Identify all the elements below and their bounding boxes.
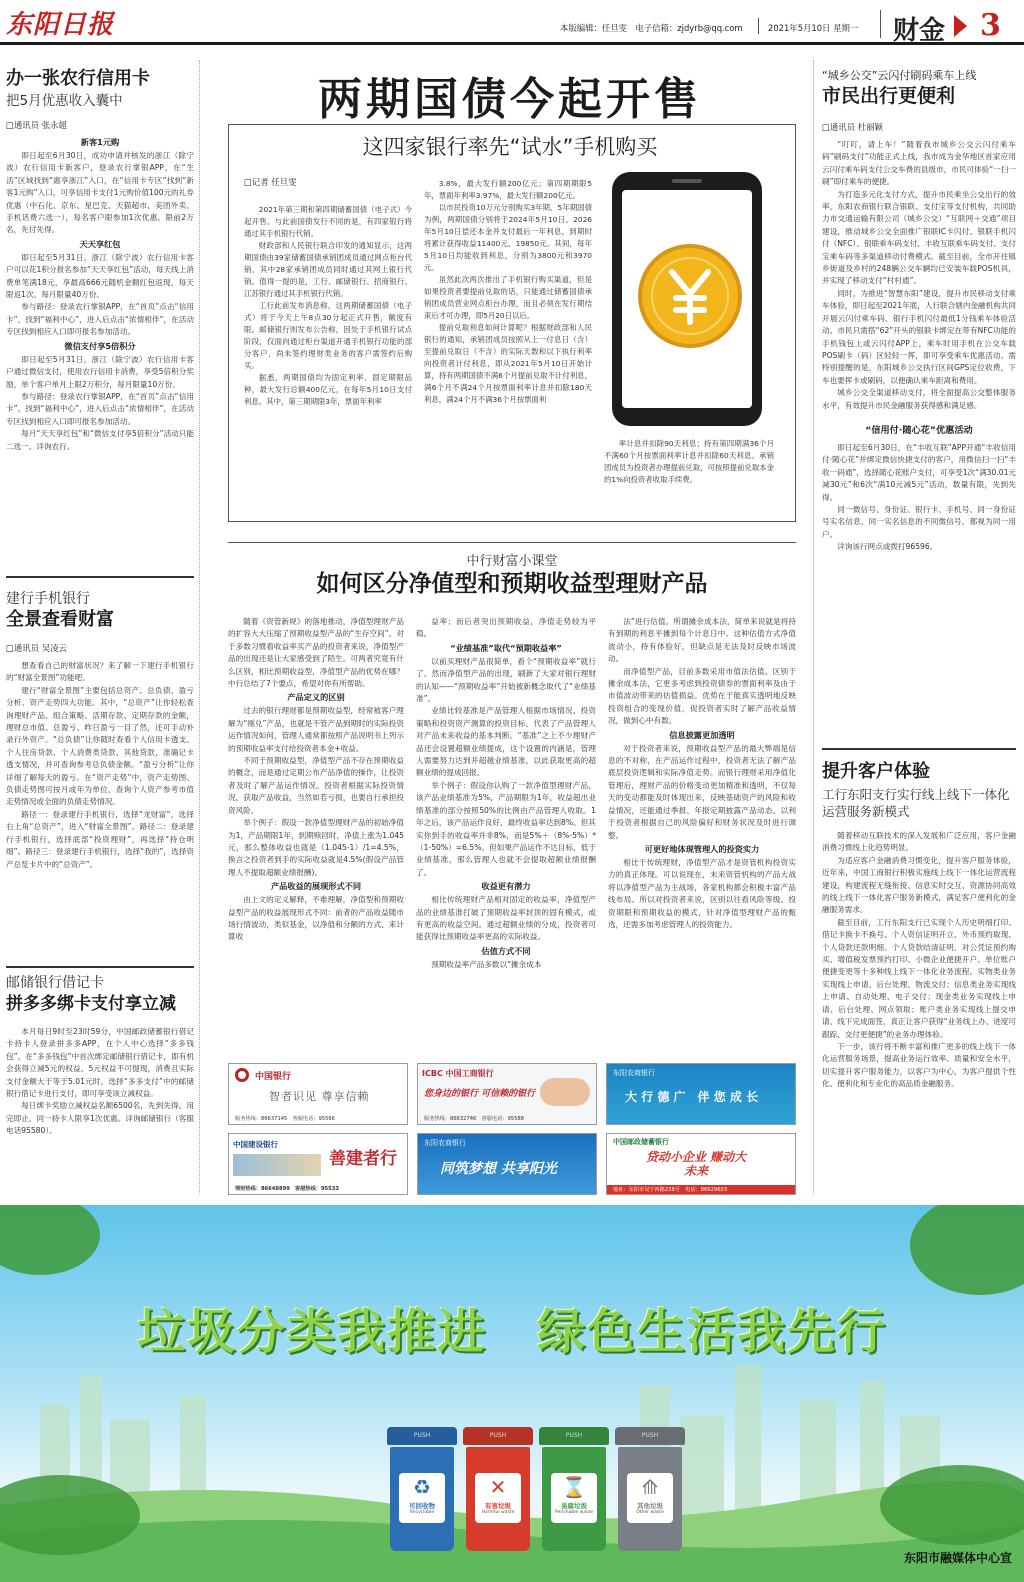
paragraph: 工行此前发布消息称，这两期储蓄国债（电子式）将于今天上午8点30分起正式开售，额度有限。邮储银行则发布公告称，因处于手机银行试点阶段，仅面向通过柜台渠道开通手机银行功能的部分客户，尚未签约理财类业务的客户需签约后购买。: [244, 301, 412, 370]
bin-body: [390, 1447, 454, 1551]
paragraph: 同一微信号、身份证、银行卡、手机号、同一身份证号实名信息，同一实名信息的不同微信号，都视为同一用户。: [822, 504, 1016, 539]
mid-col-2: [416, 616, 596, 971]
article-ccb-mobile-banking: [6, 590, 194, 871]
bin-label-card: [551, 1473, 597, 1523]
bin-lid: PUSH: [387, 1427, 457, 1445]
ad-photo-strip: [233, 1154, 321, 1176]
ad-brand: 中国建设银行: [233, 1140, 278, 1149]
article-icbc-service: [822, 760, 1016, 1091]
banner-credit: 东阳市融媒体中心宣: [903, 1551, 1012, 1565]
ad-ccb[interactable]: [228, 1133, 408, 1195]
ad-slogan: 善建者行: [329, 1149, 397, 1169]
bin-lid: PUSH: [539, 1427, 609, 1445]
ad-icbc[interactable]: [417, 1063, 597, 1125]
paragraph: 参与路径：登录农行掌银APP，在“首页”点击“信用卡”，找到“福利中心”，进入后点击“浓情相伴”，在活动专区找到相应入口即可报名参加活动。: [6, 391, 194, 426]
lead-headline: 两期国债今起开售: [318, 74, 702, 125]
paragraph: 3.8%，最大发行额200亿元；第四期期限5年，票面年利率3.97%，最大发行额200亿元。: [424, 179, 592, 200]
paragraph: 预期收益率产品多数以“摊余成本: [431, 959, 542, 969]
trash-bins-row: [387, 1427, 697, 1557]
paragraph: 本月每日9时至23时59分，中国邮政储蓄银行借记卡持卡人登录拼多多APP，在个人中心选择“多多钱包”，在“多多钱包”中首次绑定邮储银行借记卡，即有机会获得立减5元的权益。5元权益不可提现，消费且实际支付金额大于等于5.01元时，选择“多多支付”中的邮储银行借记卡进行支付，即可享受该立减权益。: [6, 1027, 194, 1099]
ad-brand: 东阳农商银行: [613, 1069, 655, 1077]
byline: □通讯员 杜丽颖: [822, 122, 883, 132]
paragraph: 随着移动互联技术的深入发展和广泛应用，客户金融消费习惯线上化趋势明显。: [822, 831, 1016, 853]
paragraph: 率计息并扣除90天利息；持有第四期满36个月不满60个月按票面利率计息并扣除60天利息。承销团成员为投资者办理提前兑取，可按照提前兑取本金的1%向投资者收取手续费。: [604, 439, 774, 484]
paragraph: 据悉，两期国债均为固定利率、固定期限品种，最大发行总额400亿元，在每年5月10日支付利息。其中，第三期期限3年，票面年利率: [244, 373, 412, 406]
paragraph: 以市民投资10万元分别购买3年期、5年期国债为例，两期国债分别将于2024年5月10日、2026年5月10日偿还本金并支付最后一年利息，到期时将累计获得收益11400元、19850元。其间，每年5月10日均能收到利息，分别为3800元和3970元。: [424, 203, 592, 272]
trash-bin: [387, 1427, 457, 1555]
paragraph: 业绩比较基准是产品管理人根据市场情况、投资策略和投资资产测算的投资目标，代表了产品管理人对产品未来收益的基本判断。“基准”之上不少理财产品还会设置超额业绩提成，这个设置的内涵是，管理人需要努力达到并超越业绩基准，以此获取更高的超额业绩的提成回报。: [416, 706, 596, 778]
mid-col-1: [228, 616, 404, 944]
trash-bin: [463, 1427, 533, 1555]
paragraph: 为打造多元化支付方式，提升市民乘坐公交出行的效率，东阳农商银行联合银联、支付宝等支付机构，共同助力市交通运输有限公司（城乡公交）“互联网＋交通”项目建设，推动城乡公交全面推广银联IC卡闪付、银联手机闪付（NFC）、银联乘车码支付、丰收互联乘车码支付、支付宝乘车码等多渠道移动付费模式。截至目前，全市开往镇乡街道及乡村的248辆公交车辆均已安装车载POS机具，并实现了移动支付“村村通”。: [822, 189, 1016, 286]
bin-lid: PUSH: [463, 1427, 533, 1445]
byline: □通讯员 张永超: [6, 120, 67, 130]
article-title: 办一张农行信用卡: [6, 68, 150, 89]
ad-slogan: 大 行 德 广 伴 您 成 长: [625, 1090, 759, 1104]
banner-slogan: 垃圾分类我推进 绿色生活我先行: [136, 1304, 887, 1360]
ad-brand: ICBC 中国工商银行: [422, 1069, 494, 1078]
subheading: 产品定义的区别: [287, 692, 345, 703]
paragraph: 不同于预期收益型，净值型产品不存在预期收益的概念，而是通过定期公布产品净值的操作，让投资者及时了解产品运作情况。投资者根据实际投资情况，获取产品收益，当然如若亏损，也要自行承担投资风险。: [228, 756, 404, 815]
paragraph: 即日起至6月30日，成功申请并核发的浙江（除宁波）农行信用卡新客户，登录农行掌银APP，在“生活”区域找到“惠享浙江”入口，在“信用卡专区”找到“新客1元购”入口，可享信用卡支付1元购价值100元的礼券优惠（中石化、京东、星巴克、天猫超市、美团外卖、手机话费六选一），每名客户限参加1次优惠。限前2万名，先付先得。: [6, 151, 194, 235]
ad-slogan: 智者识见 尊享信赖: [269, 1090, 370, 1103]
ad-footer: 服务热线：86637145 客服电话：95566: [235, 1116, 335, 1122]
byline: □记者 任旦雯: [244, 177, 297, 187]
subheading: 微信支付享5倍积分: [64, 340, 136, 351]
recycle-category-icon: ⌛: [561, 1475, 587, 1499]
newspaper-logo: 东阳日报: [6, 10, 115, 40]
paragraph: 2021年第三期和第四期储蓄国债（电子式）今起开售。与此前国债发行不同的是，有四家银行将通过其手机银行代销。: [244, 205, 412, 238]
subheading: 产品收益的展现形式不同: [270, 881, 362, 892]
article-title: 全景查看财富: [6, 609, 114, 630]
editor-line: 本版编辑：任旦雯 电子信箱：zjdyrb@qq.com: [560, 23, 743, 33]
issue-date: 2021年5月10日 星期一: [768, 23, 859, 33]
article-bus-payment: [822, 68, 1016, 554]
ad-slogan: 同筑梦想 共享阳光: [440, 1161, 557, 1177]
paragraph: 法”进行估值。所谓摊余成本法，简单来说就是将持有到期的利息平摊到每个计息日中。这种估值方式净值波动小，持有体验好，但缺点是无法及时反映市场波动。: [608, 617, 796, 664]
paragraph: 即日起至6月30日，在“丰收互联”APP开通“丰收信用付·随心花”并绑定微信快捷支付的客户，用微信扫一扫“丰收一码通”，选择随心花账户支付，可享受1次“满30.01元减30元”和6次“满10元减5元”活动，数量有限，先到先得。: [822, 442, 1016, 502]
chevron-right-icon: [954, 15, 967, 37]
ad-nongshang-2[interactable]: [417, 1133, 597, 1195]
subheading: 估值方式不同: [481, 945, 531, 956]
bin-label: 易腐垃圾: [561, 1502, 587, 1510]
subheading: 收益更有潜力: [481, 881, 531, 892]
ad-slogan: 您身边的银行 可信赖的银行: [424, 1089, 536, 1099]
subheading: “业绩基准”取代“预期收益率”: [450, 642, 562, 653]
paragraph: 过去的银行理财都是预期收益型，经常被客户理解为“刚兑”产品，也就是不管产品到期时的实际投资运作情况如何，管理人通常都按照产品说明书上列示的预期收益率支付给投资者本金+收益。: [228, 706, 404, 753]
bin-label: 有害垃圾: [485, 1502, 511, 1510]
recycle-category-icon: ✕: [489, 1475, 507, 1499]
bin-lid: PUSH: [615, 1427, 685, 1445]
phone-icon: [606, 168, 774, 430]
section-name: 财金: [893, 16, 946, 46]
trash-bin: [615, 1427, 685, 1555]
lead-col-1: [244, 204, 412, 408]
paragraph: 即日起至5月31日，浙江（除宁波）农行信用卡客户可以花1积分报名参加“天天享红包”活动，每天线上消费单笔满18元，享最高666元随机金额红包返现，每天限返1次。每月限量40万份。: [6, 252, 194, 300]
subheading: 新客1元购: [80, 137, 120, 147]
paragraph: 对于投资者来说，预期收益型产品的最大弊端是信息的不对称，在产品运作过程中，投资者无法了解产品底层投资逻辑和实际净值走势。而银行理财采用净值化管理后，理财产品的价格变动更加精准和透明，不仅每天的变动都能及时体现出来，反映基础资产的风险和收益情况，还能通过季报、年报定期披露产品动态，以利于投资者根据自己的风险偏好和财务状况及时进行调整。: [608, 743, 796, 840]
article-kicker: 建行手机银行: [6, 591, 90, 607]
paragraph: 而净值型产品，目前多数采用市值法估值。区别于摊余成本法，它更多考虑到投资债券的票面利率及由于市值波动带来的估值损益。优势在于能真实透明地反映投资组合的变现价值，促投资者实时了解产品收益情况，做到心中有数。: [608, 666, 796, 726]
subheading: 信息披露更加透明: [669, 729, 735, 740]
paragraph: 每日绑卡奖励立减权益名额6500名，先到先得。用完即止，同一持卡人限享1次优惠。详询邮储银行（客服电话95580）。: [6, 1101, 194, 1136]
bin-label-en: Harmful waste: [481, 1510, 515, 1515]
bin-label-en: Perishable waste: [555, 1510, 593, 1515]
lead-subheadline: 这四家银行率先“试水”手机购买: [362, 135, 658, 159]
trash-bin: [539, 1427, 609, 1555]
ad-footer: 理财热线：86648899 客服热线：95533: [235, 1186, 339, 1192]
mid-col-3: [608, 616, 796, 931]
boc-logo-icon: [235, 1068, 249, 1082]
ad-brand: 中国银行: [255, 1072, 292, 1082]
bin-body: [618, 1447, 682, 1551]
article-psbc-debit-card: [6, 974, 194, 1138]
paragraph: 为适应客户金融消费习惯变化，提升客户服务体验，近年来，中国工商银行积极实施线上线下一体化运营流程建设，构建流程无缝衔接、信息实时交互、资源协同高效的线上线下一体化客户服务新模式，满足客户便利化的金融服务需求。: [822, 855, 1016, 915]
ad-slogan: 贷动小企业 赚动大未来: [645, 1150, 747, 1178]
lead-col-3: [604, 438, 774, 486]
paragraph: “叮叮，请上车！”随着我市城乡公交云闪付乘车码“刷码支付”功能正式上线，我市成为金华地区首家应用云闪付乘车码支付公交车费的县级市，市民可体验“一扫一刷”即付乘车的便捷。: [822, 140, 1016, 187]
subheading: 天天享红包: [79, 238, 121, 249]
paragraph: 举个例子：假设你认购了一款净值型理财产品，该产品业绩基准为5%，产品期限为1年，收益超出业绩基准的部分按照50%的比例由产品管理人收取。1年之后，该产品运作良好，最终收益率达到8%。但其实你到手的收益率并非8%，而是5%＋（8%-5%）*（1-50%）=6.5%。但如果产品运作不达目标，低于业绩基准，那么管理人也就不会提取超额业绩报酬了。: [416, 780, 596, 877]
bin-label-card: [475, 1473, 521, 1523]
article-subtitle: 工行东阳支行实行线上线下一体化运营服务新模式: [822, 787, 1010, 819]
paragraph: 详询该行网点或拨打96596。: [837, 542, 938, 552]
phone-yuan-illustration: [606, 168, 774, 430]
article-subtitle: 把5月优惠收入囊中: [6, 93, 123, 109]
paragraph: 虽然此次两次推出了手机银行购买渠道，但是如果投资者要提前兑取的话，只能通过储蓄国债承销团成员营业网点柜台办理，而且必须在发行期结束后才可办理，即5月20日以后。: [424, 275, 592, 320]
paragraph: 建行“财富全景图”主要包括总资产、总负债、盈亏分析、资产走势四大功能。其中，“总资产”让你轻松查询理财产品、组合策略、活期存款、定期存款的金额，理财总市值、总盈亏、昨日盈亏一目了然，还可手动补录行外资产。“总负债”让你随时查看个人信用卡透支、个人住房贷款、个人消费类贷款、其他贷款，准确记卡透支情况，并可查询参考总负债金额。“盈亏分析”让你详细了解每天的盈亏。在“资产走势”中，资产走势图、负债走势图可按月或年为单位，查询个人资产参考市值走势情况或全面的负债走势情况。: [6, 685, 194, 807]
bin-label-card: [399, 1473, 445, 1523]
paragraph: 益率；而后者突出预期收益，净值走势较为平稳。: [416, 617, 596, 639]
byline: □通讯员 吴凌云: [6, 643, 67, 653]
recycle-category-icon: ♻: [413, 1475, 431, 1499]
bin-label-en: Other waste: [636, 1510, 664, 1515]
lead-col-2: [424, 178, 592, 406]
hands-icon: [540, 1078, 590, 1106]
ad-brand: 中国邮政储蓄银行: [613, 1138, 669, 1146]
bin-label: 其他垃圾: [637, 1502, 663, 1510]
article-kicker: 中行财富小课堂: [466, 554, 558, 569]
ad-nongshang-1[interactable]: [606, 1063, 796, 1125]
paragraph: 随着《资管新规》的落地推动，净值型理财产品的扩容大大压缩了预期收益型产品的“生存空间”。对于多数习惯看收益率买产品的投资者来说，净值型产品的出现还是让大家感受到了陌生。可两者究竟有什么区别，相比预期收益型，净值型产品的优势在哪？中行总结了7个要点，希望对你有所帮助。: [228, 617, 404, 689]
paragraph: 参与路径：登录农行掌银APP，在“首页”点击“信用卡”，找到“福利中心”，进入后点击“浓情相伴”，在活动专区找到相应入口即可报名参加活动。: [6, 302, 194, 337]
paragraph: 城乡公交全渠道移动支付，将全面提高公交整体服务水平，有效提升市民金融服务获得感和满足感。: [822, 388, 1016, 410]
paragraph: 即日起至5月31日，浙江（除宁波）农行信用卡客户通过微信支付，使用农行信用卡消费，享受5倍积分奖励，单个客户单月上限2万积分，每月限量10万份。: [6, 354, 194, 389]
bin-label-en: Recyclable: [409, 1510, 435, 1515]
ad-brand: 东阳农商银行: [424, 1139, 466, 1147]
paragraph: 以前买理财产品很简单，看个“预期收益率”就行了。然而净值型产品的出现，刷新了大家对银行理财的认知——“预期收益率”开始被新概念取代了“业绩基准”。: [416, 656, 596, 704]
ad-boc[interactable]: [228, 1063, 408, 1125]
paragraph: 举个例子：假设一款净值型理财产品的初始净值为1，产品期限1年，到期赎回时，净值上涨为1.045元，那么整体收益也就是（1.045-1）/1=4.5%，换言之投资者到手的实际收益就是4.5%(假设产品管理人不提取超额业绩报酬)。: [228, 818, 404, 877]
paragraph: 提前兑取利息如何计算呢？根据财政部和人民银行的通知，承销团成员按照从上一付息日（含）至提前兑取日（不含）的实际天数和以下执行利率向投资者计付利息，即从2021年5月10日开始计算，持有两期国债不满6个月提前兑取不计付利息，满6个月不满24个月按票面利率计息并扣除180天利息，满24个月不满36个月按票面利: [424, 323, 592, 404]
ad-footer: 地址：东阳市吴宁西路238号 电话：86629603: [607, 1185, 795, 1194]
subheading: 可更好地体现管理人的投资实力: [644, 843, 760, 854]
ad-psbc[interactable]: [606, 1133, 796, 1195]
paragraph: 财政部和人民银行联合印发的通知显示，这两期国债由39家储蓄国债承销团成员通过网点柜台代销，其中28家承销团成员同时通过其网上银行代销。值得一提的是，工行、邮储银行、招商银行、江苏银行通过其手机银行代销。: [244, 241, 412, 298]
article-kicker: “城乡公交”云闪付刷码乘车上线: [822, 69, 977, 82]
article-headline: 如何区分净值型和预期收益型理财产品: [316, 571, 708, 597]
ad-footer: 服务热线：86632746 客服电话：95588: [424, 1116, 524, 1122]
bin-label: 可回收物: [409, 1502, 435, 1510]
garbage-sorting-banner: [0, 1205, 1024, 1582]
article-abc-credit-card: [6, 68, 194, 453]
paragraph: 下一步，该行将不断丰富和推广更多的线上线下一体化运营服务场景，提高业务运行效率、质量和安全水平，切实提升客户服务能力，以客户为中心，为客户提供个性化、便利化和专业化的高品质金融服务。: [822, 1041, 1016, 1089]
article-title: 市民出行更便利: [822, 85, 956, 107]
paragraph: 想查看自己的财富状况？来了解一下建行手机银行的“财富全景图”功能吧。: [6, 661, 194, 683]
bin-label-card: [627, 1473, 673, 1523]
paragraph: 路径一：登录建行手机银行，选择“龙财富”，选择右上角“总资产”，进入“财富全景图”。路径二：登录建行手机银行，选择底部“投资理财”，再选择“持仓明细”。路径三：登录建行手机银行，选择“我的”，选择资产总览卡片中的“总资产”。: [6, 809, 194, 869]
paragraph: 相比于传统理财，净值型产品才是资管机构投资实力的真正体现。可以说现在，未来资管机构的产品大战将以净值型产品为主战场，各家机构都会积极丰富产品线布局。所以对投资者来说，区别以往看风险等级、投资期限和预期收益的模式，针对净值型理财产品的甄选，还需多加考虑管理人的投资能力。: [608, 857, 796, 929]
page-number-digit: 3: [980, 8, 1001, 43]
paragraph: 同时，为推进“智慧东阳”建设，提升市民移动支付乘车体验，即日起至2021年底，人行联合辖内金融机构共同开展云闪付乘车码、银行手机闪付最低1分钱乘车体验活动。市民只需搭“62”开头的银联卡绑定在带有NFC功能的手机钱包上或云闪付APP上，乘车时用手机在公交车载POS刷卡（码）区轻轻一挥，即可享受乘车优惠活动。需特别提醒的是，东阳城乡公交执行区间GPS定位收费，下车也要挥卡或刷码，以便确认乘车距离和费用。: [822, 288, 1016, 385]
paragraph: 相比传统理财产品相对固定的收益率，净值型产品的业绩基准打破了预期收益率封顶的固有模式，或有更高的收益空间。通过超额业绩的分成，投资者可能获得比预期收益率更高的实际收益。: [416, 895, 596, 942]
paragraph: 每月“天天享红包”和“微信支付享5倍积分”活动只能二选一。详询农行。: [6, 429, 194, 451]
bin-body: [466, 1447, 530, 1551]
recycle-category-icon: ⟰: [641, 1475, 659, 1499]
paragraph: 截至目前，工行东阳支行已实现个人历史明细打印、借记卡换卡不换号、个人资信证明开立、外币预约取现、个人贷款还款明细、个人贷款结清证明、对公凭证预约购买、增值税发票预约打印、小微企业便捷开户、单位账户便捷变更等十多种线上线下一体化业务流程。实物类业务实现线上申请、后台处理、物流交付；信息类业务实现线上申请、自动处理、电子交付；现金类业务实现线上申请、后台处理、网点领取；账户类业务实现线上提交申请、线下完成面签，真正让客户获得“业务线上办、进度可跟踪、交付更便捷”的业务办理体验。: [822, 917, 1016, 1039]
bin-body: [542, 1447, 606, 1551]
subheading: “信用付·随心花”优惠活动: [865, 424, 973, 436]
article-title: 提升客户体验: [822, 761, 930, 782]
article-title: 拼多多绑卡支付享立减: [6, 994, 176, 1014]
article-kicker: 邮储银行借记卡: [6, 975, 104, 991]
paragraph: 由上文的定义解释，不难理解，净值型和预期收益型产品的收益展现形式不同：前者的产品收益随市场行情波动，类似基金，以净值和分额的方式、来计算收: [228, 895, 404, 942]
